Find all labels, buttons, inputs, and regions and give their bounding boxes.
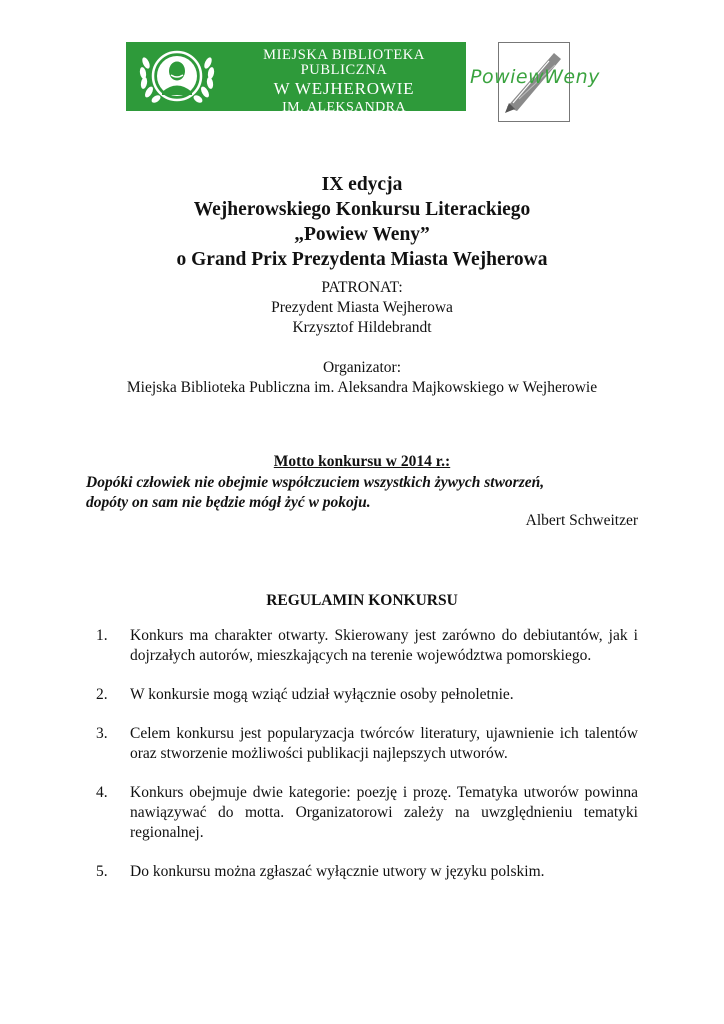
list-item [86, 685, 638, 705]
patronage-line2: Krzysztof Hildebrandt [292, 319, 432, 336]
list-item-text: W konkursie mogą wziąć udział wyłącznie osoby pełnoletnie. [130, 686, 514, 703]
organizer-block [0, 358, 724, 398]
patronage-block [0, 278, 724, 338]
list-item-text: Konkurs ma charakter otwarty. Skierowany jest zarówno do debiutantów, jak i dojrzałych autorów, mieszkających na terenie województwa pomorskiego. [130, 627, 638, 664]
patronage-label: PATRONAT: [321, 279, 403, 296]
contest-logo-text: PowiewWeny [470, 66, 600, 88]
library-logo-line3: IM. ALEKSANDRA MAJKOWSKIEGO [282, 100, 406, 130]
library-logo-line2: W WEJHEROWIE [273, 79, 415, 99]
regulations-heading: REGULAMIN KONKURSU [266, 592, 458, 609]
document-title [0, 172, 724, 272]
title-line2: Wejherowskiego Konkursu Literackiego [193, 199, 531, 220]
library-logo-text [226, 48, 462, 131]
list-item [86, 862, 638, 882]
list-item-number: 5. [96, 863, 108, 880]
contest-logo [470, 42, 600, 122]
organizer-label: Organizator: [322, 359, 402, 376]
motto-line1: Dopóki człowiek nie obejmie współczuciem wszystkich żywych stworzeń, [86, 474, 545, 491]
list-item-text: Celem konkursu jest popularyzacja twórców literatury, ujawnienie ich talentów oraz stworzenie możliwości publikacji najlepszych utworów. [130, 725, 638, 762]
list-item [86, 724, 638, 764]
patronage-line1: Prezydent Miasta Wejherowa [271, 299, 453, 316]
list-item-number: 2. [96, 686, 108, 703]
list-item [86, 783, 638, 843]
list-item-text: Konkurs obejmuje dwie kategorie: poezję i prozę. Tematyka utworów powinna nawiązywać do motta. Organizatorowi zależy na uwzględnieniu tematyki regionalnej. [130, 784, 638, 841]
motto-quote [86, 473, 646, 513]
motto-heading: Motto konkursu w 2014 r.: [273, 453, 451, 470]
list-item-number: 1. [96, 627, 108, 644]
title-line3: „Powiew Weny” [294, 224, 430, 245]
title-line4: o Grand Prix Prezydenta Miasta Wejherowa [176, 249, 548, 270]
list-item-number: 3. [96, 725, 108, 742]
library-logo [126, 42, 466, 130]
motto-author: Albert Schweitzer [525, 512, 638, 529]
organizer-name: Miejska Biblioteka Publiczna im. Aleksandra Majkowskiego w Wejherowie [126, 379, 598, 396]
library-logo-line1: MIEJSKA BIBLIOTEKA PUBLICZNA [263, 47, 425, 79]
title-line1: IX edycja [321, 174, 403, 195]
list-item-number: 4. [96, 784, 108, 801]
list-item-text: Do konkursu można zgłaszać wyłącznie utwory w języku polskim. [130, 863, 545, 880]
portrait-emblem-icon [132, 45, 222, 108]
list-item [86, 626, 638, 666]
motto-line2: dopóty on sam nie będzie mógł żyć w pokoju. [86, 494, 371, 511]
regulations-list [86, 626, 638, 901]
